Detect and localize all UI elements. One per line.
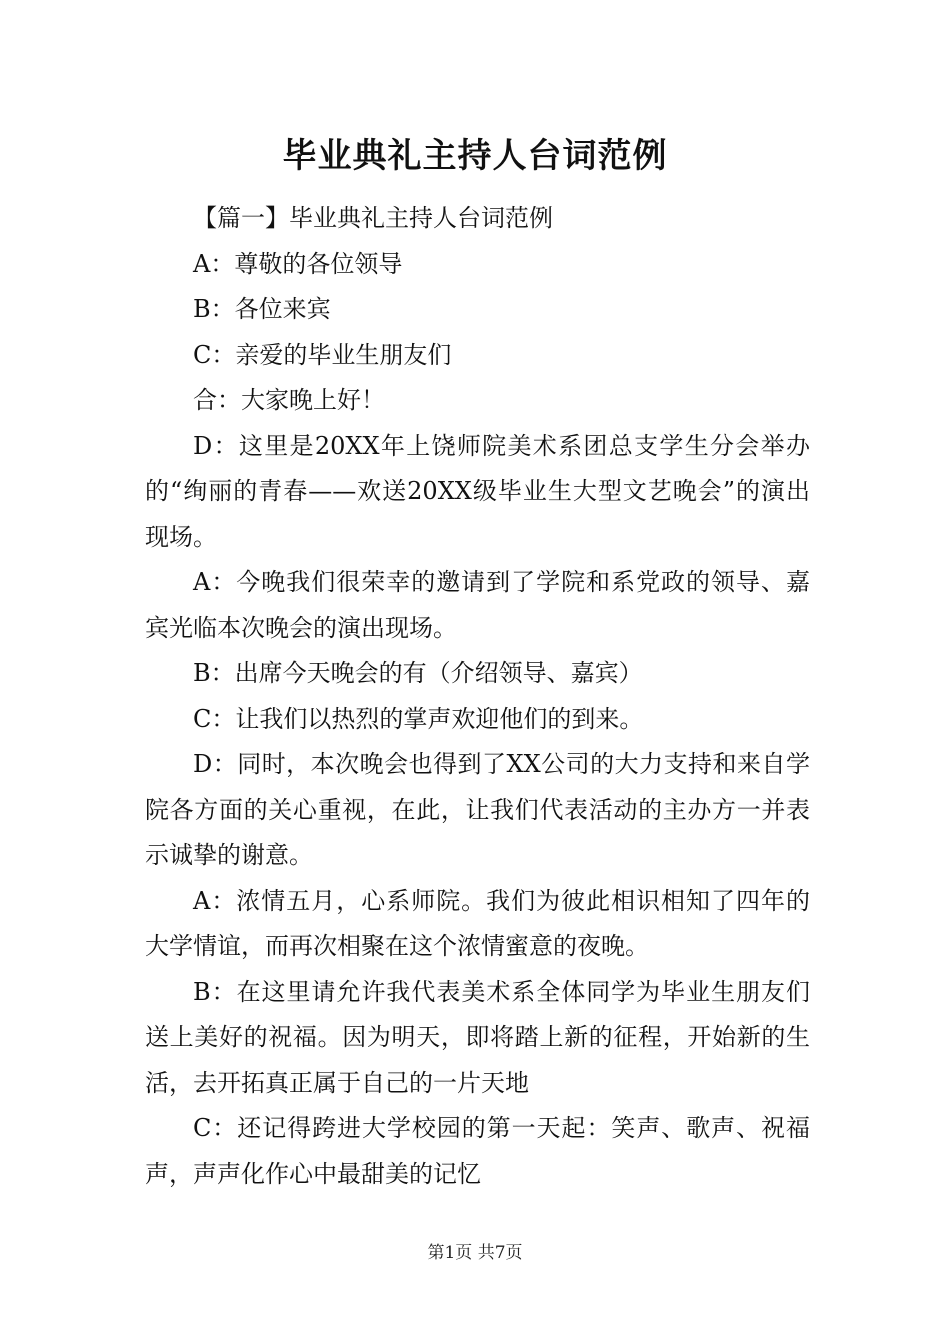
- document-title: 毕业典礼主持人台词范例: [282, 136, 668, 176]
- paragraph: B：在这里请允许我代表美术系全体同学为毕业生朋友们送上美好的祝福。因为明天，即将踏上新的征程，开始新的生活，去开拓真正属于自己的一片天地: [145, 977, 810, 1097]
- paragraph: 【篇一】毕业典礼主持人台词范例: [193, 204, 553, 232]
- paragraph: B：出席今天晚会的有（介绍领导、嘉宾）: [193, 659, 643, 687]
- paragraph: A：尊敬的各位领导: [193, 249, 403, 278]
- page-number-footer: 第1页 共7页: [427, 1243, 523, 1263]
- paragraph: A：今晚我们很荣幸的邀请到了学院和系党政的领导、嘉宾光临本次晚会的演出现场。: [145, 568, 810, 642]
- paragraph: C：亲爱的毕业生朋友们: [193, 340, 452, 369]
- paragraph: C：让我们以热烈的掌声欢迎他们的到来。: [193, 704, 644, 733]
- paragraph: D：这里是20XX年上饶师院美术系团总支学生分会举办的“绚丽的青春——欢送20XX级毕业生大型文艺晚会”的演出现场。: [145, 431, 810, 551]
- paragraph: A：浓情五月，心系师院。我们为彼此相识相知了四年的大学情谊，而再次相聚在这个浓情蜜意的夜晚。: [145, 886, 810, 960]
- paragraph: C：还记得跨进大学校园的第一天起：笑声、歌声、祝福声，声声化作心中最甜美的记忆: [145, 1114, 810, 1188]
- paragraph: D：同时，本次晚会也得到了XX公司的大力支持和来自学院各方面的关心重视，在此，让我们代表活动的主办方一并表示诚挚的谢意。: [145, 750, 810, 869]
- paragraph: B：各位来宾: [193, 295, 331, 323]
- paragraph: 合：大家晚上好！: [193, 386, 385, 414]
- document-body: [145, 196, 810, 1197]
